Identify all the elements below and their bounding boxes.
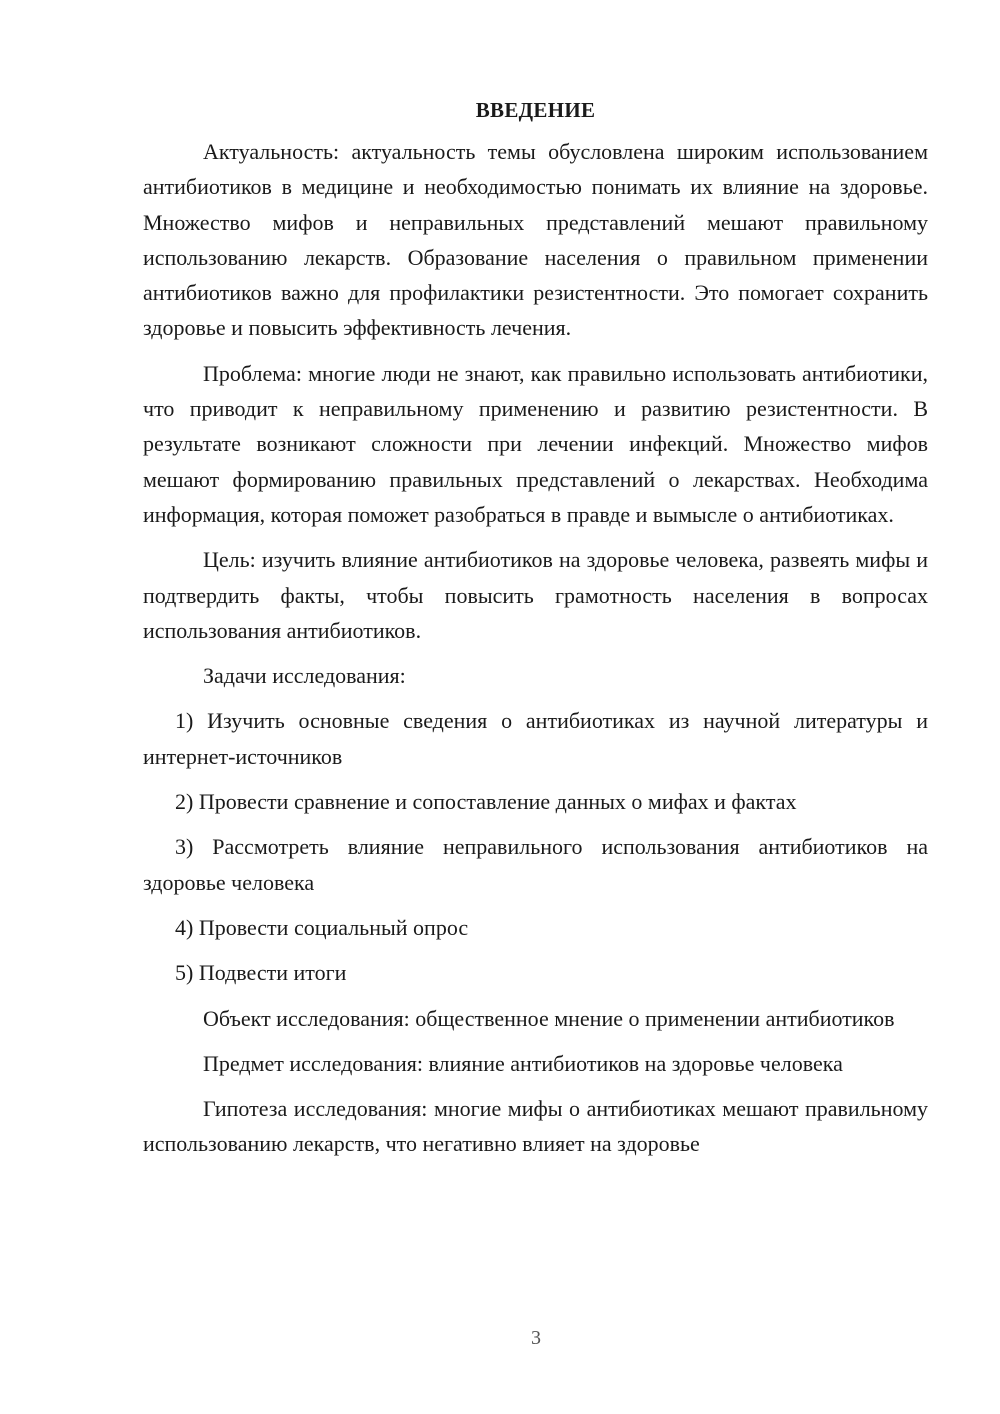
- task-item-3: 3) Рассмотреть влияние неправильного использования антибиотиков на здоровье человека: [143, 834, 928, 895]
- paragraph-subject: Предмет исследования: влияние антибиотиков на здоровье человека: [203, 1050, 843, 1076]
- page-content: [143, 93, 928, 1172]
- paragraph-object: Объект исследования: общественное мнение о применении антибиотиков: [203, 1005, 895, 1031]
- paragraph-goal: Цель: изучить влияние антибиотиков на здоровье человека, развеять мифы и подтвердить факты, чтобы повысить грамотность населения в вопросах использования антибиотиков.: [143, 547, 928, 643]
- task-item-2: 2) Провести сравнение и сопоставление данных о мифах и фактах: [175, 789, 797, 815]
- section-heading: ВВЕДЕНИЕ: [475, 98, 596, 122]
- task-item-1: 1) Изучить основные сведения о антибиотиках из научной литературы и интернет-источников: [143, 708, 928, 769]
- paragraph-problem: Проблема: многие люди не знают, как правильно использовать антибиотики, что приводит к неправильному применению и развитию резистентности. В результате возникают сложности при лечении инфекций. Множество мифов мешают формированию правильных представлений о лекарствах. Необходима информация, которая поможет разобраться в правде и вымысле о антибиотиках.: [143, 360, 928, 527]
- task-item-4: 4) Провести социальный опрос: [175, 914, 469, 940]
- paragraph-hypothesis: Гипотеза исследования: многие мифы о антибиотиках мешают правильному использованию лекарств, что негативно влияет на здоровье: [143, 1096, 928, 1157]
- page-number: 3: [531, 1327, 541, 1349]
- paragraph-relevance: Актуальность: актуальность темы обусловлена широким использованием антибиотиков в медицине и необходимостью понимать их влияние на здоровье. Множество мифов и неправильных представлений мешают правильному использованию лекарств. Образование населения о правильном применении антибиотиков важно для профилактики резистентности. Это помогает сохранить здоровье и повысить эффективность лечения.: [143, 139, 928, 341]
- task-item-5: 5) Подвести итоги: [175, 960, 347, 986]
- paragraph-tasks-heading: Задачи исследования:: [203, 663, 406, 689]
